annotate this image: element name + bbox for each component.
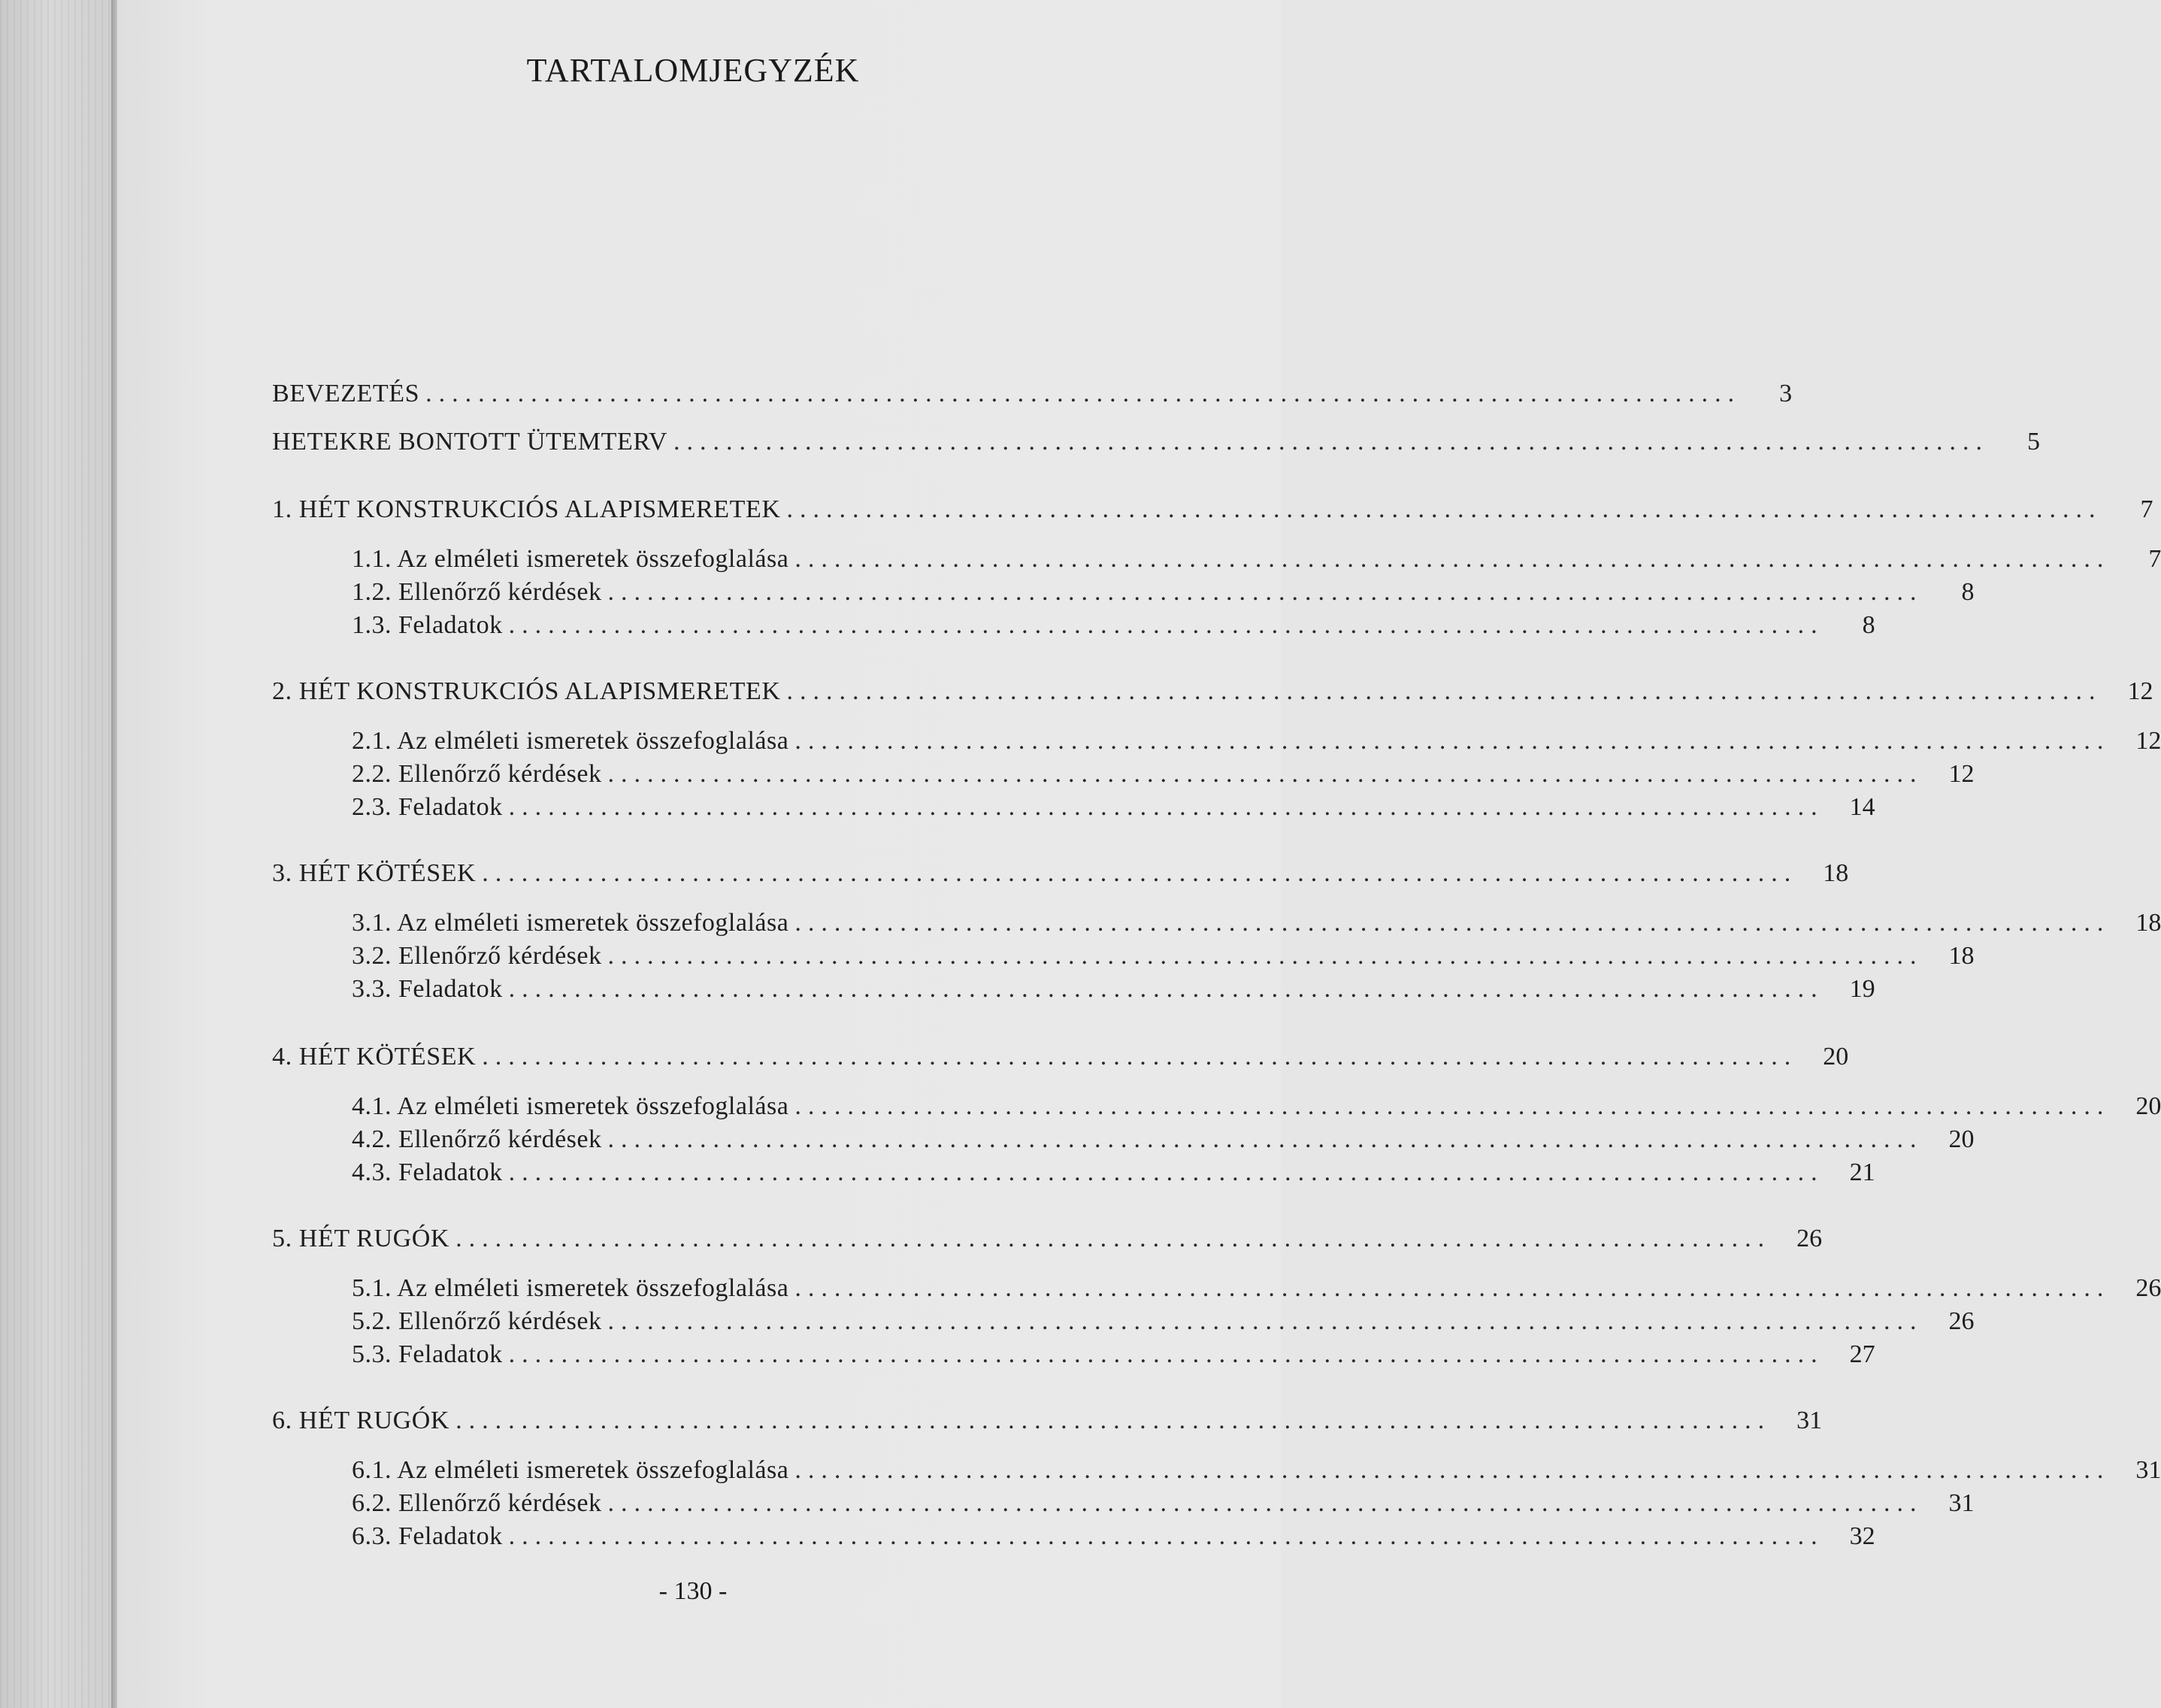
dot-leader: .................................................................................................... xyxy=(508,1340,1824,1368)
toc-subentry xyxy=(352,543,2161,576)
dot-leader: .................................................................................................... xyxy=(607,1489,1923,1517)
toc-entry-label: 5.3. Feladatok xyxy=(352,1340,503,1368)
page-number-footer: - 130 - xyxy=(658,1577,728,1605)
toc-entry-label: 4.2. Ellenőrző kérdések xyxy=(352,1125,602,1153)
toc-subentry xyxy=(352,1305,1975,1338)
toc-entry-week-6 xyxy=(272,1404,1823,1437)
dot-leader: .................................................................................................... xyxy=(794,909,2111,937)
toc-entry-page-number: 8 xyxy=(1862,611,1875,639)
toc-entry-page-number: 31 xyxy=(1948,1489,1975,1517)
toc-entry-page-number: 3 xyxy=(1779,380,1793,407)
toc-entry-introduction xyxy=(272,377,1793,410)
dot-leader: .................................................................................................... xyxy=(508,975,1824,1003)
dot-leader: .................................................................................................... xyxy=(508,1522,1824,1550)
toc-entry-label: 4. HÉT KÖTÉSEK xyxy=(272,1043,477,1071)
dot-leader: .................................................................................................... xyxy=(508,793,1824,821)
toc-entry-page-number: 21 xyxy=(1849,1158,1875,1186)
toc-entry-label: 5.1. Az elméleti ismeretek összefoglalása xyxy=(352,1274,789,1302)
toc-entry-label: HETEKRE BONTOTT ÜTEMTERV xyxy=(272,428,668,456)
toc-entry-label: 4.1. Az elméleti ismeretek összefoglalása xyxy=(352,1092,789,1120)
toc-subentry xyxy=(352,973,1875,1006)
toc-entry-page-number: 18 xyxy=(2135,909,2161,937)
toc-entry-label: 2.1. Az elméleti ismeretek összefoglalása xyxy=(352,727,789,755)
page-gutter-shadow xyxy=(111,0,117,1708)
dot-leader: .................................................................................................... xyxy=(508,611,1824,639)
toc-entry-label: 2. HÉT KONSTRUKCIÓS ALAPISMERETEK xyxy=(272,677,781,705)
toc-entry-label: 1.3. Feladatok xyxy=(352,611,503,639)
toc-entry-label: 5. HÉT RUGÓK xyxy=(272,1225,450,1252)
toc-subentry xyxy=(352,1520,1875,1553)
toc-entry-label: 6.1. Az elméleti ismeretek összefoglalása xyxy=(352,1456,789,1484)
dot-leader: .................................................................................................... xyxy=(482,859,1798,887)
toc-entry-week-5 xyxy=(272,1222,1823,1255)
toc-entry-page-number: 26 xyxy=(1948,1307,1975,1335)
toc-entry-label: 3.2. Ellenőrző kérdések xyxy=(352,942,602,970)
book-binding-edge xyxy=(0,0,113,1708)
toc-subentry xyxy=(352,940,1975,973)
dot-leader: .................................................................................................... xyxy=(786,677,2102,705)
toc-entry-label: 6.3. Feladatok xyxy=(352,1522,503,1550)
dot-leader: .................................................................................................... xyxy=(607,942,1923,970)
toc-entry-page-number: 31 xyxy=(1796,1407,1823,1434)
dot-leader: .................................................................................................... xyxy=(607,760,1923,788)
toc-subentry xyxy=(352,1487,1975,1520)
dot-leader: .................................................................................................... xyxy=(794,1456,2111,1484)
toc-entry-page-number: 20 xyxy=(1823,1043,1849,1071)
toc-entry-page-number: 20 xyxy=(2135,1092,2161,1120)
toc-subentry xyxy=(352,1123,1975,1156)
toc-subentry xyxy=(352,576,1975,609)
dot-leader: .................................................................................................... xyxy=(607,578,1923,606)
toc-entry-page-number: 12 xyxy=(2135,727,2161,755)
toc-entry-label: 2.2. Ellenőrző kérdések xyxy=(352,760,602,788)
toc-subentry xyxy=(352,907,2161,940)
page-title: TARTALOMJEGYZÉK xyxy=(526,52,860,89)
toc-subentry xyxy=(352,1156,1875,1189)
toc-entry-label: 3.1. Az elméleti ismeretek összefoglalása xyxy=(352,909,789,937)
toc-entry-page-number: 5 xyxy=(2027,428,2041,456)
toc-subentry xyxy=(352,1090,2161,1123)
toc-entry-label: 4.3. Feladatok xyxy=(352,1158,503,1186)
toc-entry-label: 3.3. Feladatok xyxy=(352,975,503,1003)
toc-subentry xyxy=(352,609,1875,642)
dot-leader: .................................................................................................... xyxy=(482,1043,1798,1071)
toc-entry-page-number: 19 xyxy=(1849,975,1875,1003)
toc-entry-label: 6. HÉT RUGÓK xyxy=(272,1407,450,1434)
toc-subentry xyxy=(352,758,1975,791)
dot-leader: .................................................................................................... xyxy=(607,1125,1923,1153)
toc-entry-label: 1. HÉT KONSTRUKCIÓS ALAPISMERETEK xyxy=(272,495,781,523)
toc-entry-page-number: 7 xyxy=(2148,545,2161,573)
toc-entry-week-2 xyxy=(272,675,2153,708)
toc-subentry xyxy=(352,1272,2161,1305)
dot-leader: .................................................................................................... xyxy=(607,1307,1923,1335)
dot-leader: .................................................................................................... xyxy=(786,495,2102,523)
toc-entry-page-number: 31 xyxy=(2135,1456,2161,1484)
toc-entry-label: 1.2. Ellenőrző kérdések xyxy=(352,578,602,606)
toc-entry-page-number: 14 xyxy=(1849,793,1875,821)
toc-entry-page-number: 20 xyxy=(1948,1125,1975,1153)
toc-entry-week-4 xyxy=(272,1040,1849,1074)
dot-leader: .................................................................................................... xyxy=(794,727,2111,755)
toc-entry-label: 3. HÉT KÖTÉSEK xyxy=(272,859,477,887)
toc-entry-page-number: 18 xyxy=(1823,859,1849,887)
toc-entry-page-number: 26 xyxy=(2135,1274,2161,1302)
dot-leader: .................................................................................................... xyxy=(456,1407,1772,1434)
dot-leader: .................................................................................................... xyxy=(794,545,2111,573)
toc-entry-label: 5.2. Ellenőrző kérdések xyxy=(352,1307,602,1335)
toc-entry-page-number: 12 xyxy=(2127,677,2153,705)
toc-entry-label: 1.1. Az elméleti ismeretek összefoglalása xyxy=(352,545,789,573)
toc-entry-label: 6.2. Ellenőrző kérdések xyxy=(352,1489,602,1517)
toc-subentry xyxy=(352,1454,2161,1487)
toc-entry-page-number: 27 xyxy=(1849,1340,1875,1368)
toc-entry-label: BEVEZETÉS xyxy=(272,380,420,407)
toc-entry-page-number: 7 xyxy=(2140,495,2153,523)
dot-leader: .................................................................................................... xyxy=(794,1092,2111,1120)
toc-entry-page-number: 18 xyxy=(1948,942,1975,970)
dot-leader: .................................................................................................... xyxy=(508,1158,1824,1186)
toc-subentry xyxy=(352,1338,1875,1371)
toc-entry-week-1 xyxy=(272,493,2153,526)
dot-leader: .................................................................................................... xyxy=(673,428,1990,456)
toc-entry-page-number: 8 xyxy=(1961,578,1975,606)
toc-subentry xyxy=(352,791,1875,824)
dot-leader: .................................................................................................... xyxy=(425,380,1742,407)
dot-leader: .................................................................................................... xyxy=(456,1225,1772,1252)
toc-entry-label: 2.3. Feladatok xyxy=(352,793,503,821)
toc-entry-week-3 xyxy=(272,857,1849,890)
toc-entry-page-number: 12 xyxy=(1948,760,1975,788)
toc-entry-schedule xyxy=(272,425,2041,459)
dot-leader: .................................................................................................... xyxy=(794,1274,2111,1302)
toc-entry-page-number: 26 xyxy=(1796,1225,1823,1252)
book-page xyxy=(117,0,1281,1708)
toc-entry-page-number: 32 xyxy=(1849,1522,1875,1550)
toc-subentry xyxy=(352,725,2161,758)
